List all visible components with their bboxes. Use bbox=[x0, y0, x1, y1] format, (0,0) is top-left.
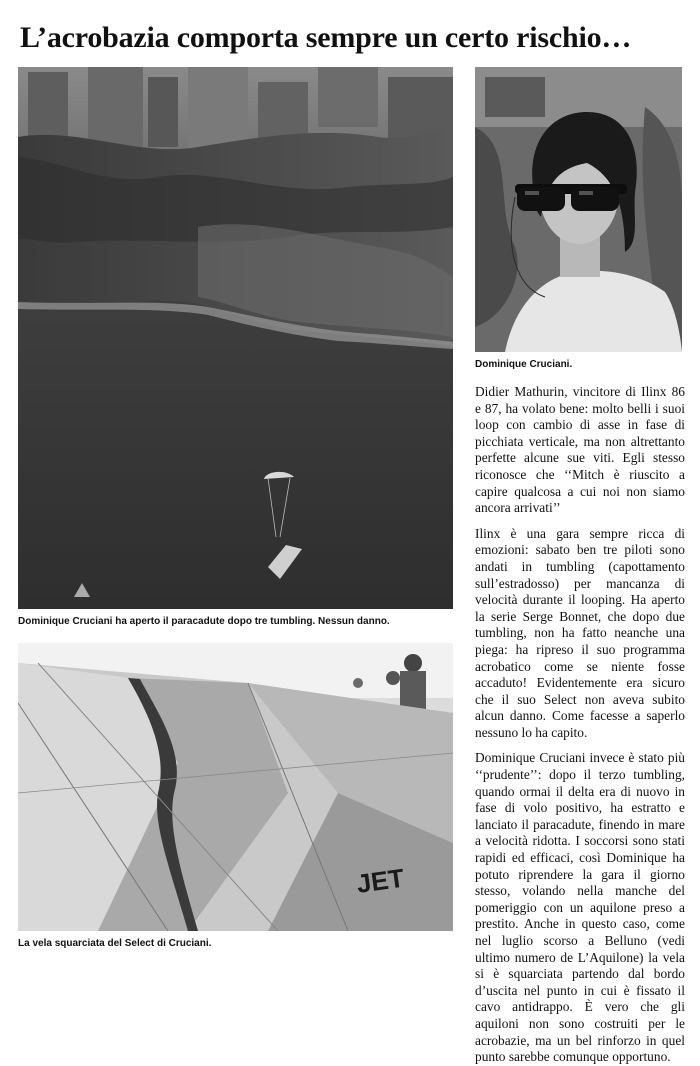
sea-cliff-caption: Dominique Cruciani ha aperto il paracadute dopo tre tumbling. Nessun danno. bbox=[18, 616, 390, 627]
torn-sail-photo bbox=[18, 643, 453, 931]
torn-sail-caption: La vela squarciata del Select di Cruciani. bbox=[18, 938, 212, 949]
article-paragraph-2: Ilinx è una gara sempre ricca di emozioni: sabato ben tre piloti sono andati in tumbling (capottamento sull’estradosso) per mancanza di velocità durante il looping. Ha aperto la serie Serge Bonnet, che dopo due tumbling, non ha fatto neanche una piega: ha ripreso il suo programma acrobatico come se niente fosse accaduto! Evidentemente era sicuro che il suo Select non aveva subito alcun danno. Come facesse a saperlo nessuno lo ha capito. bbox=[475, 525, 685, 740]
article-paragraph-3: Dominique Cruciani invece è stato più ‘‘prudente’’: dopo il terzo tumbling, quando ormai il delta era di nuovo in fase di volo positivo, ha estratto e lanciato il paracadute, finendo in mare a velocità ridotta. I soccorsi sono stati rapidi ed efficaci, così Dominique ha potuto riprendere la gara il giorno stesso, volando nella manche del pomeriggio con un aquilone preso a prestito. Anche in questo caso, come nel luglio scorso a Belluno (vedi ultimo numero de L’Aquilone) la vela si è squarciata partendo dal bordo d’uscita nel punto in cui è fissato il cavo antidrappo. È vero che gli aquiloni non sono costruiti per le acrobazie, ma un bel rinforzo in quel punto sarebbe comunque opportuno. bbox=[475, 750, 685, 1065]
sea-cliff-photo bbox=[18, 67, 453, 609]
article-body bbox=[475, 384, 685, 1066]
headline: L’acrobazia comporta sempre un certo rischio… bbox=[20, 21, 632, 54]
sail-lettering: JET bbox=[354, 862, 407, 899]
portrait-photo bbox=[475, 67, 682, 352]
article-paragraph-1: Didier Mathurin, vincitore di Ilinx 86 e 87, ha volato bene: molto belli i suoi loop con cambio di asse in fase di picchiata verticale, ma non altrettanto perfette alcune sue viti. Egli stesso riconosce che ‘‘Mitch è riuscito a capire qualcosa a cui noi non siamo ancora arrivati’’ bbox=[475, 384, 685, 516]
portrait-caption: Dominique Cruciani. bbox=[475, 359, 573, 370]
